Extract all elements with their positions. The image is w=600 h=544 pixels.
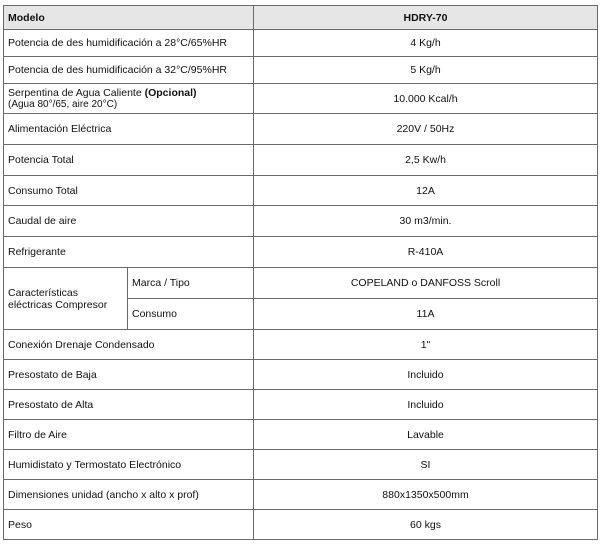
table-row (4, 114, 598, 145)
table-row (4, 450, 598, 480)
row-value: R-410A (254, 237, 598, 268)
row-label: Consumo Total (4, 176, 254, 206)
row-label: Peso (4, 510, 254, 540)
row-value: 60 kgs (254, 510, 598, 540)
row-label: Potencia Total (4, 145, 254, 176)
row-label: Conexión Drenaje Condensado (4, 330, 254, 360)
row-label-main: Serpentina de Agua Caliente (8, 86, 145, 99)
row-value: 4 Kg/h (254, 30, 598, 57)
table-row (4, 420, 598, 450)
row-value: 2,5 Kw/h (254, 145, 598, 176)
row-value: 1" (254, 330, 598, 360)
table-row (4, 480, 598, 510)
row-label-multiline (4, 84, 254, 114)
compressor-sub-value: 11A (254, 299, 598, 330)
row-label: Potencia de des humidificación a 32°C/95%HR (4, 57, 254, 84)
compressor-sub-value: COPELAND o DANFOSS Scroll (254, 268, 598, 299)
row-value: 12A (254, 176, 598, 206)
table-row (4, 206, 598, 237)
row-value: Incluido (254, 360, 598, 390)
row-label: Caudal de aire (4, 206, 254, 237)
compressor-label: Características eléctricas Compresor (4, 268, 128, 330)
row-label: Dimensiones unidad (ancho x alto x prof) (4, 480, 254, 510)
table-header-row (4, 6, 598, 30)
compressor-sub-label: Consumo (128, 299, 254, 330)
compressor-sub-label: Marca / Tipo (128, 268, 254, 299)
row-label: Refrigerante (4, 237, 254, 268)
table-row (4, 510, 598, 540)
row-value: 30 m3/min. (254, 206, 598, 237)
row-value: 880x1350x500mm (254, 480, 598, 510)
spec-table (3, 5, 598, 540)
row-label: Filtro de Aire (4, 420, 254, 450)
table-row (4, 360, 598, 390)
row-label: Potencia de des humidificación a 28°C/65%HR (4, 30, 254, 57)
row-label: Alimentación Eléctrica (4, 114, 254, 145)
table-row (4, 145, 598, 176)
row-label: Humidistato y Termostato Electrónico (4, 450, 254, 480)
table-row (4, 237, 598, 268)
table-row (4, 268, 598, 299)
table-row (4, 176, 598, 206)
row-label-optional: (Opcional) (144, 86, 197, 99)
row-value: Incluido (254, 390, 598, 420)
row-label-sub: (Agua 80°/65, aire 20°C) (8, 98, 118, 110)
table-row (4, 390, 598, 420)
row-value: Lavable (254, 420, 598, 450)
row-value: 220V / 50Hz (254, 114, 598, 145)
header-model: HDRY-70 (254, 6, 598, 30)
row-value: 5 Kg/h (254, 57, 598, 84)
table-row (4, 330, 598, 360)
row-label: Presostato de Baja (4, 360, 254, 390)
table-row (4, 57, 598, 84)
row-value: 10.000 Kcal/h (254, 84, 598, 114)
row-label: Presostato de Alta (4, 390, 254, 420)
header-label: Modelo (4, 6, 254, 30)
table-row (4, 30, 598, 57)
row-value: SI (254, 450, 598, 480)
table-row (4, 84, 598, 114)
